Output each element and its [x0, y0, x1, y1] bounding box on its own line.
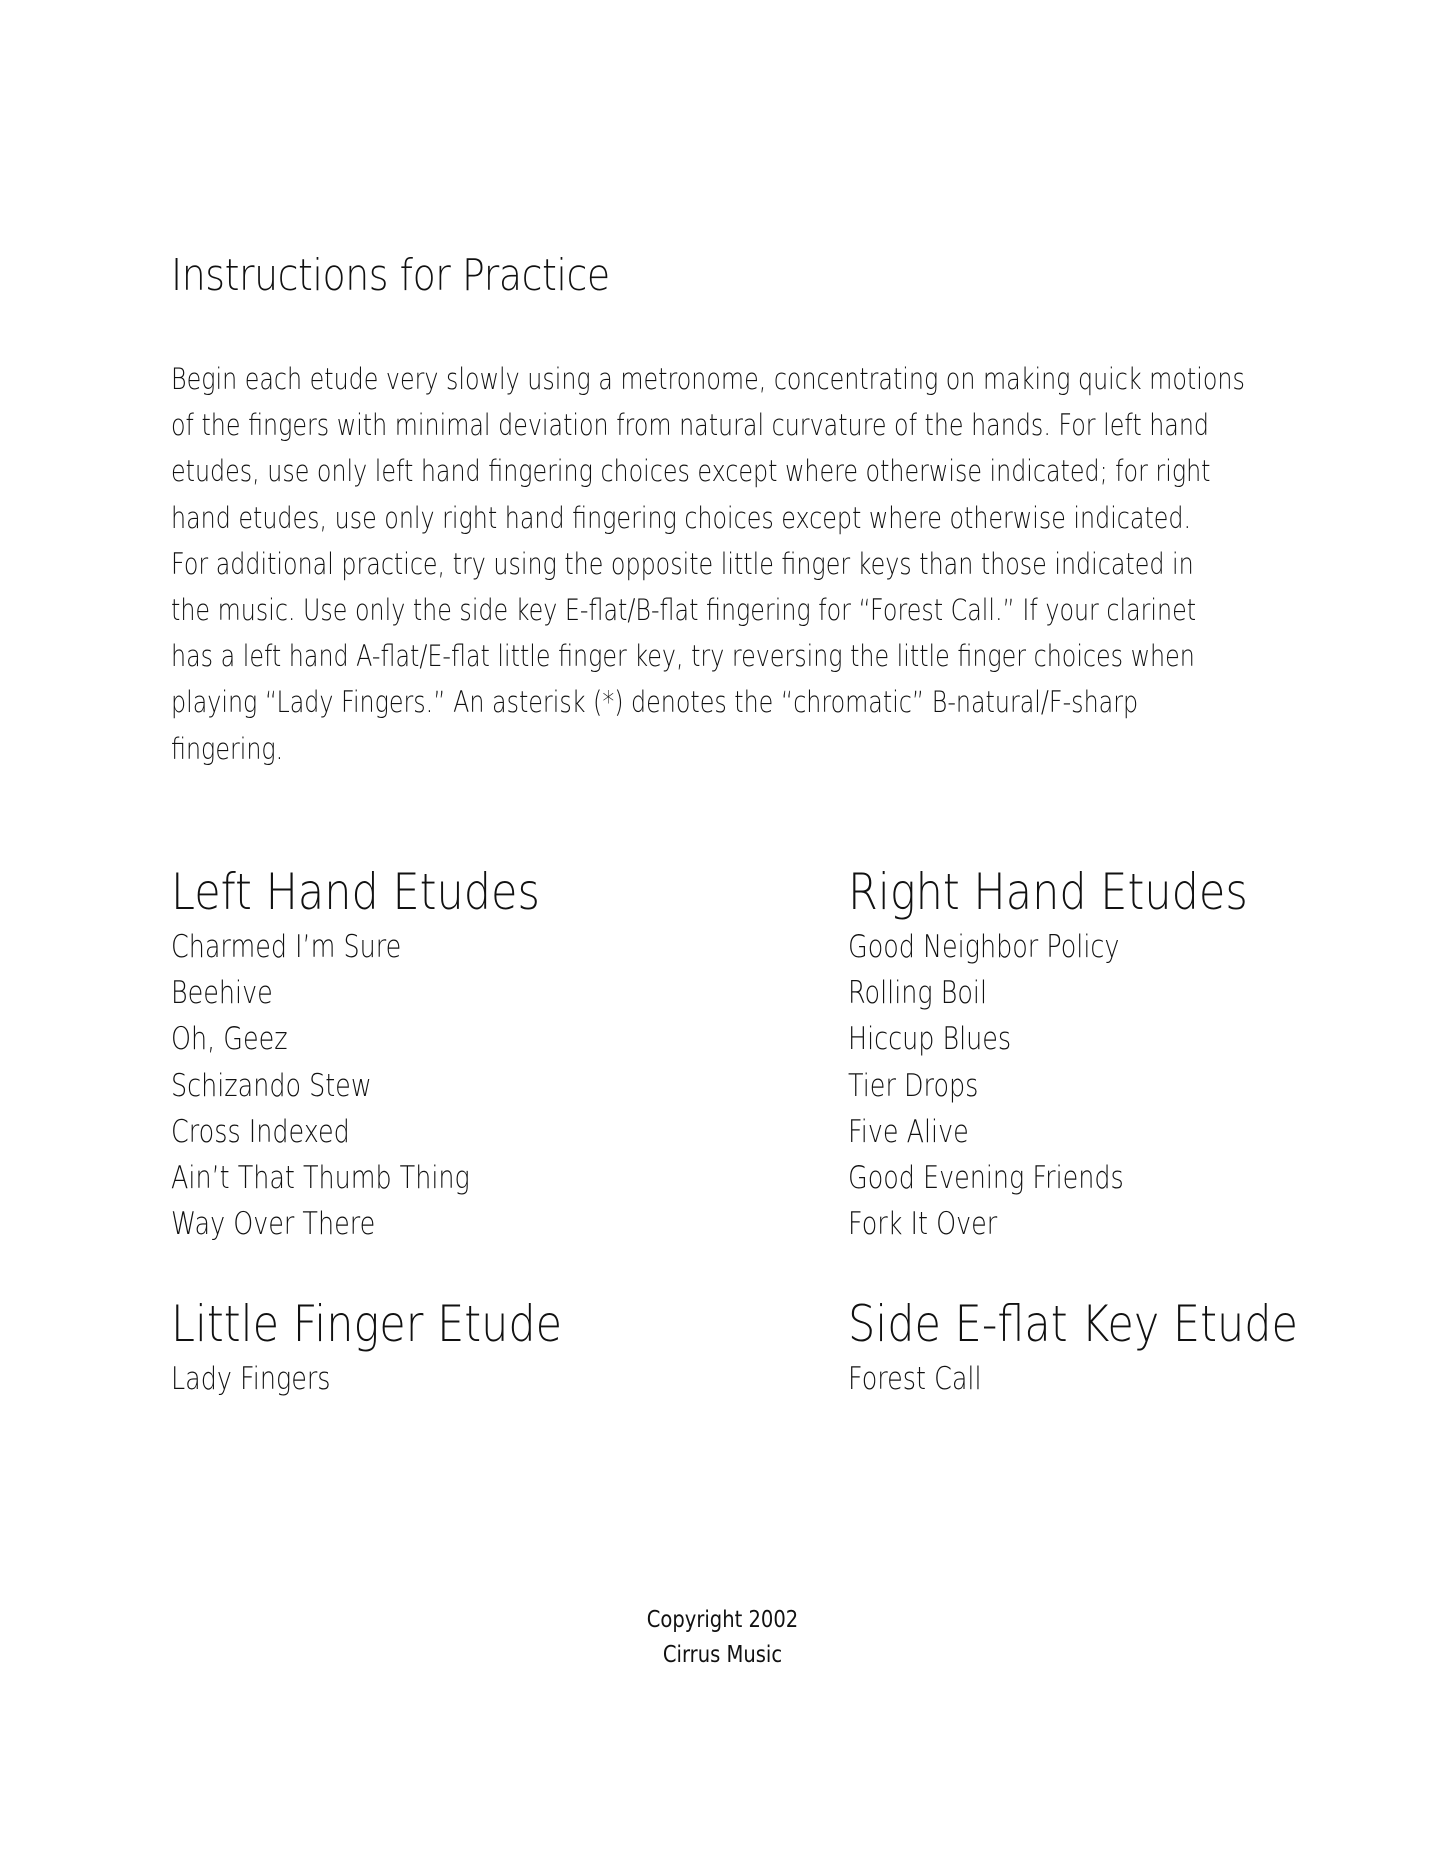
page-title: Instructions for Practice	[171, 250, 610, 301]
etude-item: Tier Drops	[848, 1067, 979, 1104]
body-line: Begin each etude very slowly using a metronome, concentrating on making quick motions	[171, 362, 1245, 396]
section-heading: Little Finger Etude	[171, 1295, 563, 1353]
etude-item: Good Evening Friends	[848, 1159, 1124, 1196]
etude-item: Ain’t That Thumb Thing	[171, 1159, 470, 1196]
footer	[0, 1603, 1445, 1673]
little-finger-etude-section	[171, 1292, 626, 1402]
section-heading: Left Hand Etudes	[171, 863, 540, 921]
publisher-text: Cirrus Music	[662, 1642, 783, 1668]
etude-item: Beehive	[171, 975, 273, 1012]
body-line: hand etudes, use only right hand fingering choices except where otherwise indicated.	[171, 500, 1192, 535]
instructions-paragraph	[171, 356, 1401, 772]
etude-item: Cross Indexed	[171, 1113, 350, 1150]
body-line: playing “Lady Fingers.” An asterisk (*) denotes the “chromatic” B-natural/F-sharp	[171, 685, 1139, 720]
right-hand-etudes-section	[848, 860, 1313, 1247]
etude-item: Forest Call	[848, 1361, 982, 1397]
etude-item: Oh, Geez	[171, 1021, 288, 1058]
left-hand-etudes-section	[171, 860, 600, 1247]
etude-item: Rolling Boil	[848, 975, 988, 1012]
body-line: etudes, use only left hand fingering choices except where otherwise indicated; for right	[171, 454, 1211, 489]
etude-item: Lady Fingers	[171, 1361, 331, 1397]
side-eflat-key-etude-section	[848, 1292, 1371, 1402]
etude-item: Fork It Over	[848, 1206, 998, 1243]
etude-item: Way Over There	[171, 1206, 376, 1243]
etude-item: Schizando Stew	[171, 1067, 372, 1104]
body-line: For additional practice, try using the opposite little finger keys than those indicated in	[171, 546, 1194, 581]
body-line: the music. Use only the side key E-flat/B-flat fingering for “Forest Call.” If your clarinet	[171, 592, 1197, 627]
section-heading: Side E-flat Key Etude	[848, 1295, 1298, 1353]
etude-item: Charmed I’m Sure	[171, 929, 402, 965]
body-line: of the fingers with minimal deviation from natural curvature of the hands. For left hand	[171, 408, 1210, 443]
etude-item: Good Neighbor Policy	[848, 929, 1120, 965]
copyright-text: Copyright 2002	[646, 1607, 799, 1633]
body-line: fingering.	[171, 731, 284, 766]
etude-item: Five Alive	[848, 1113, 969, 1150]
body-line: has a left hand A-flat/E-flat little finger key, try reversing the little finger choices when	[171, 639, 1195, 674]
etude-item: Hiccup Blues	[848, 1021, 1012, 1058]
section-heading: Right Hand Etudes	[848, 863, 1248, 921]
